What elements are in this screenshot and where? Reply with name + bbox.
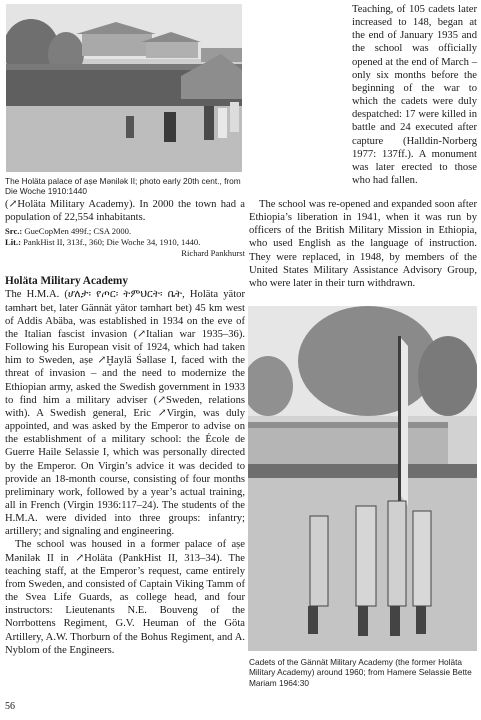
cadets-photo-caption: Cadets of the Gännät Military Academy (the former Holäta Military Academy) around 1960; from Hamere Selassie Bette Mariam 1964:30 [249,657,472,688]
right-paragraph-1: Teaching, of 105 cadets later increased to 148, began at the end of January 1935 and the school was officially opened at the end of March – only six months before the beginning of the war to which the cadets were duly despatched: 17 were killed in battle and 24 executed after capture (Halldin-Norberg 1977: 137ff.). A monument was later erected to those who had fallen. [352,4,477,187]
left-column [5,198,245,657]
article-paragraph-2: The school was housed in a former palace of aṣe Mənilək II in ↗Holäta (PankHist II, 313–34). The teaching staff, at the Emperor’s request, came entirely from Sweden, and consisted of Captain Viking Tamm of the Svea Life Guards, as college head, and four instructors: Lieutenants N.E. Bouveng of the Norrbottens Regiment, G.V. Heuman of the Göta Artillery, A.W. Thorburn of the Bohus Regiment, and A. Nyblom of the Engineers. [5,539,245,656]
article-heading: Holäta Military Academy [5,275,128,288]
literature-line [5,237,245,248]
article-author: Richard Pankhurst [181,248,245,259]
article-paragraph-1: The H.M.A. (ሆለታ፡ የጦር፡ ትምህርት፡ ቤት, Holäta yätor təmhərt bet, later Gännät yätor təmhərt bet) 45 km west of Addis Abäba, was established in 1934 on the eve of the Italian fascist invasion (↗Italian war 1935–36). Following his European visit of 1924, which had taken him to Sweden, aṣe ↗Ḫaylä Śəllase I, faced with the threat of invasion – and the need to modernize the Ethiopian army, asked the Swedish government in 1933 to find him a military adviser (↗Sweden, relations with). A Swedish general, Eric ↗Virgin, was duly appointed, and was asked by the Emperor to advise on the establishment of a military school: the École de Guerre Haile Selassie I, which was personally directed by the Emperor. On Virgin’s advice it was decided to provide an 18-month course, consisting of four months preliminary work, followed by a year’s actual training, all in French (Virgin 1936:117–24). The students of the H.M.A. were divided into three groups: infantry; artillery; and signaling and engineering. [5,289,245,538]
town-paragraph: (↗Holäta Military Academy). In 2000 the town had a population of 22,554 inhabitants. [5,199,245,224]
palace-photo [6,4,242,172]
literature-text: PankHist II, 313f., 360; Die Woche 34, 1910, 1440. [21,237,201,248]
cadets-photo-image [248,306,477,651]
source-label: Src.: [5,226,23,237]
right-column-top [352,3,477,187]
palace-photo-image [6,4,242,172]
source-text: GueCopMen 499f.; CSA 2000. [22,226,132,237]
page-number: 56 [5,701,15,712]
literature-label: Lit.: [5,237,21,248]
palace-photo-caption: The Holäta palace of aṣe Mənilək II; photo early 20th cent., from Die Woche 1910:1440 [5,176,241,197]
source-line [5,226,245,237]
cadets-photo [248,306,477,651]
right-paragraph-2: The school was re-opened and expanded soon after Ethiopia’s liberation in 1941, when it was run by officers of the British Military Mission in Ethiopia, who used English as the language of instruction. They were replaced, in 1948, by members of the United States Military Assistance Advisory Group, who were later in their turn withdrawn. [249,199,477,289]
right-column-middle [249,198,477,290]
